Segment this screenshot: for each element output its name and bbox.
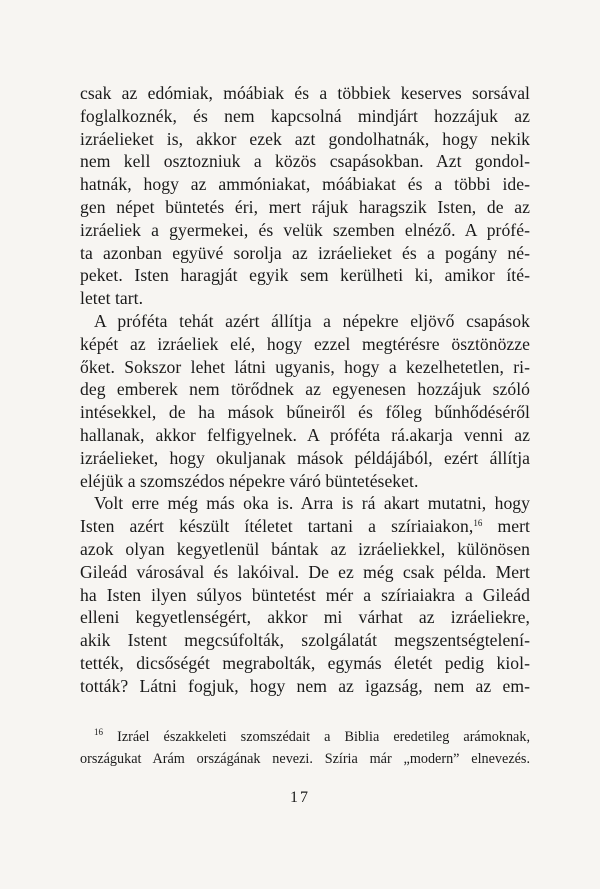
text-line: izráelieket, hogy okuljanak mások példájából, ezért állítja xyxy=(80,447,530,468)
footnote-line xyxy=(80,727,530,749)
text-line: nem kell osztozniuk a közös csapásokban. Azt gondol- xyxy=(80,151,530,172)
text-line: akik Istent megcsúfolták, szolgálatát megszentségtelení- xyxy=(80,630,530,651)
text-line: eléjük a szomszédos népekre váró büntetéseket. xyxy=(80,470,419,491)
text-line: képét az izráeliek elé, hogy ezzel megtérésre ösztönözze xyxy=(80,333,530,354)
footnote-reference: 16 xyxy=(473,518,483,529)
text-line: ha Isten ilyen súlyos büntetést mér a szíriaiakra a Gileád xyxy=(80,584,530,605)
text-line: csak az edómiak, móábiak és a többiek keserves sorsával xyxy=(80,83,530,103)
text-line: ta azonban együvé sorolja az izráelieket és a pogány né- xyxy=(80,242,530,263)
text-line: őket. Sokszor lehet látni ugyanis, hogy a kezelhetetlen, ri- xyxy=(80,356,530,377)
text-line: hatnák, hogy az ammóniakat, móábiakat és a többi ide- xyxy=(80,174,530,195)
paragraph-start-line: Volt erre még más oka is. Arra is rá akart mutatni, hogy xyxy=(94,493,530,514)
text-line: azok olyan kegyetlenül bántak az izráeliekkel, különösen xyxy=(80,538,530,559)
text-line: Gileád városával és lakóival. De ez még csak példa. Mert xyxy=(80,561,530,582)
text-line: intésekkel, de ha mások bűneiről és főleg bűnhődéséről xyxy=(80,402,530,423)
text-line: foglalkoznék, és nem kapcsolná mindjárt hozzájuk az xyxy=(80,105,530,126)
footnote-text: Izráel északkeleti szomszédait a Biblia eredetileg arámoknak, xyxy=(117,729,530,745)
footnote-marker: 16 xyxy=(94,727,103,737)
body-text xyxy=(80,82,530,698)
text-segment: mert xyxy=(497,516,530,537)
text-line: peket. Isten haragját egyik sem kerülheti ki, amikor íté- xyxy=(80,265,530,286)
text-line: gen népet büntetés éri, mert rájuk haragszik Isten, de az xyxy=(80,196,530,217)
text-line: elleni kegyetlenségért, akkor mi várhat az izráeliekre, xyxy=(80,607,530,628)
footnote xyxy=(80,727,530,770)
footnote-line: országukat Arám országának nevezi. Szíria már „modern” elnevezés. xyxy=(80,750,530,767)
text-line: letet tart. xyxy=(80,288,144,309)
text-line-with-footnote xyxy=(80,515,530,538)
text-line: izráeliek a gyermekei, és velük szemben elnéző. A prófé- xyxy=(80,219,530,240)
text-line: tették, dicsőségét megrabolták, egymás életét pedig kiol- xyxy=(80,652,530,673)
text-segment: Isten azért készült ítéletet tartani a szíriaiakon, xyxy=(80,516,474,537)
paragraph-start-line: A próféta tehát azért állítja a népekre eljövő csapások xyxy=(94,310,530,331)
page-number: 17 xyxy=(290,789,310,806)
text-line: deg emberek nem törődnek az egyenesen hozzájuk szóló xyxy=(80,379,530,400)
text-line: hallanak, akkor felfigyelnek. A próféta rá.akarja venni az xyxy=(80,424,530,445)
text-line: tották? Látni fogjuk, hogy nem az igazság, nem az em- xyxy=(80,675,530,696)
text-line: izráelieket is, akkor ezek azt gondolhatnák, hogy nekik xyxy=(80,128,530,149)
